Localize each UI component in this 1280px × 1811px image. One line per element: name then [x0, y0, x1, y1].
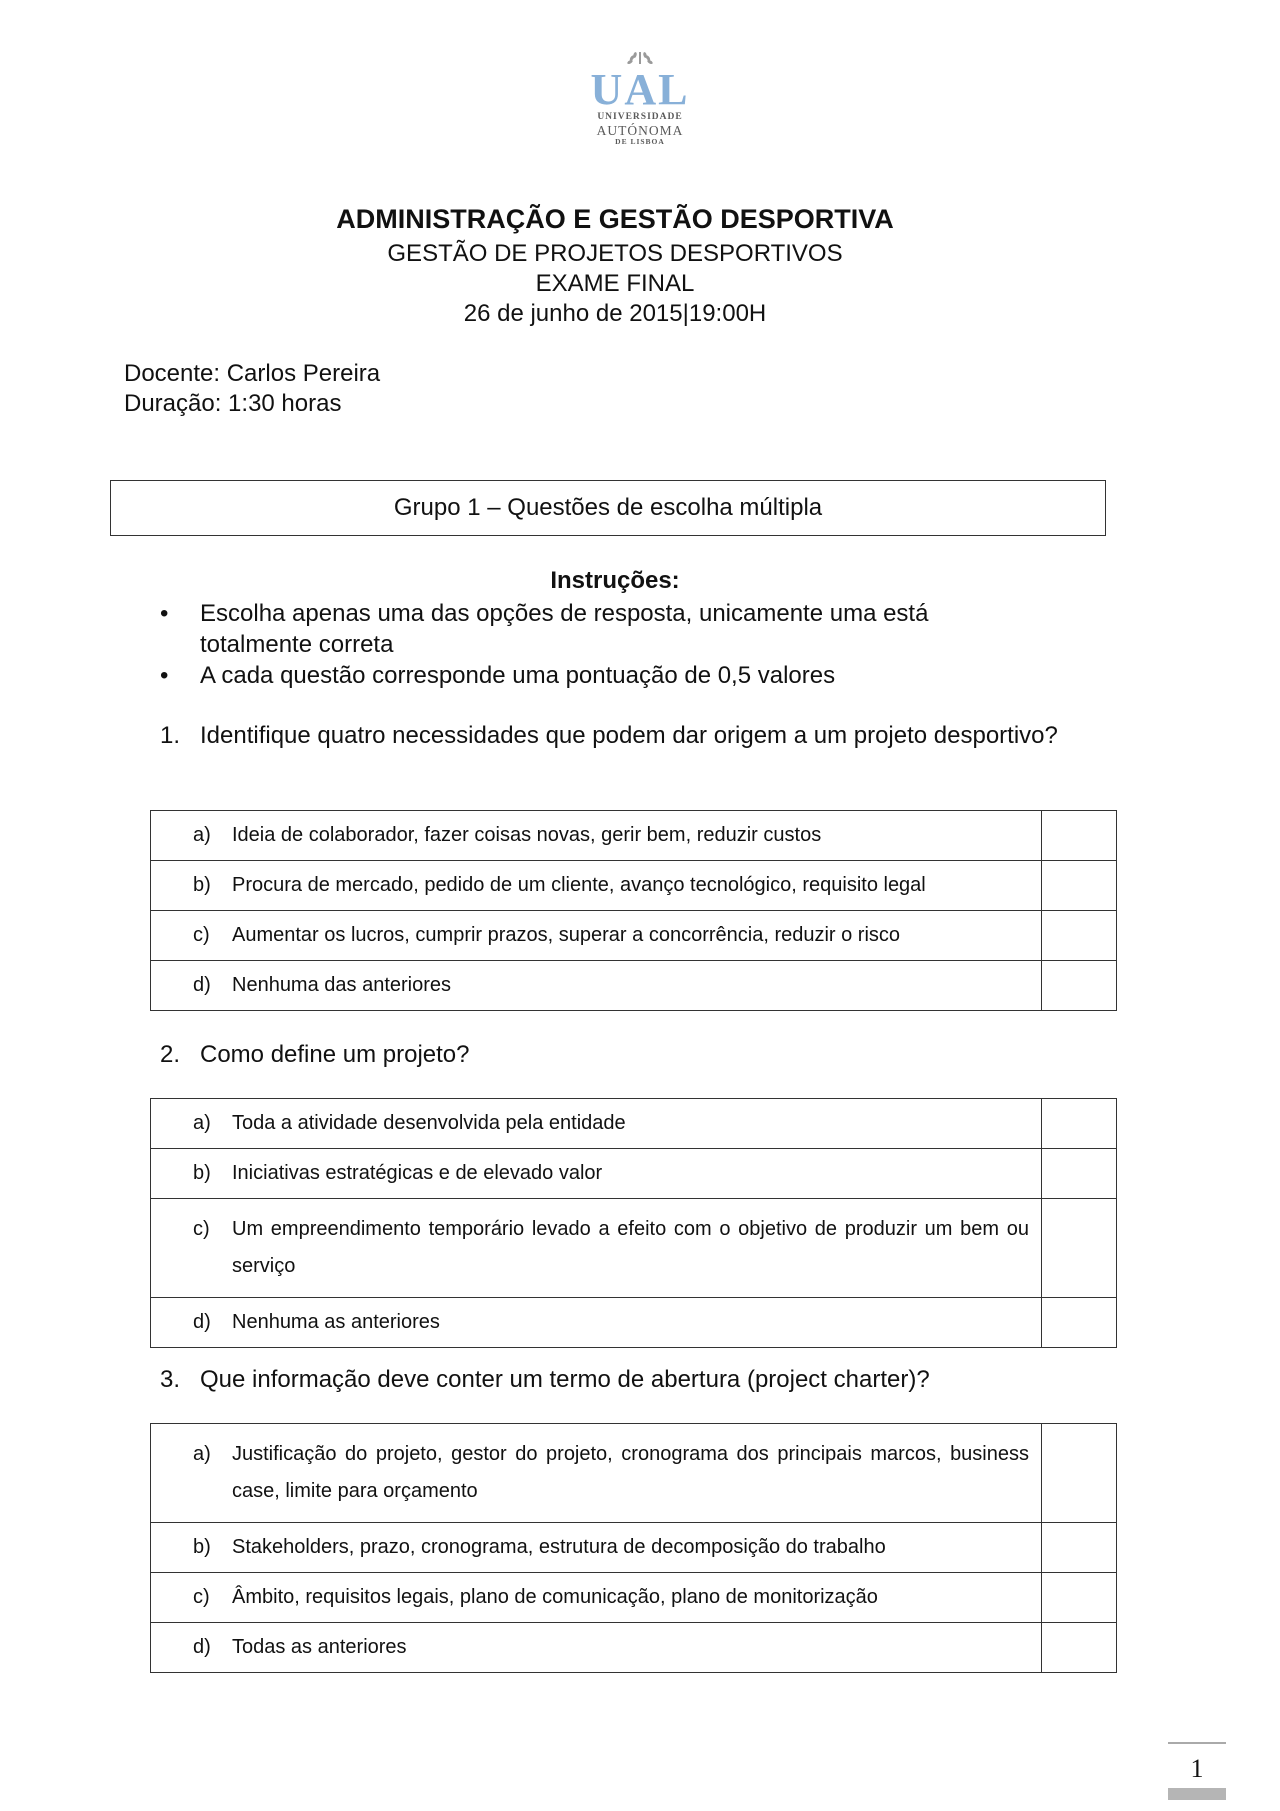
question-1 — [160, 720, 1104, 751]
question-3 — [160, 1364, 1104, 1395]
answer-box[interactable] — [1042, 1149, 1117, 1199]
option-row — [151, 1298, 1117, 1348]
subject-title: GESTÃO DE PROJETOS DESPORTIVOS — [387, 240, 843, 267]
option-row — [151, 1573, 1117, 1623]
option-letter: a) — [193, 1443, 211, 1465]
option-text: Ideia de colaborador, fazer coisas novas, gerir bem, reduzir custos — [232, 824, 822, 846]
option-letter: d) — [193, 1636, 211, 1658]
question-number: 1. — [160, 722, 181, 749]
option-text: Âmbito, requisitos legais, plano de comunicação, plano de monitorização — [232, 1586, 878, 1608]
answer-box[interactable] — [1042, 1298, 1117, 1348]
answer-table-1 — [150, 810, 1117, 1011]
answer-box[interactable] — [1042, 1424, 1117, 1523]
option-letter: d) — [193, 974, 211, 996]
option-row — [151, 861, 1117, 911]
answer-box[interactable] — [1042, 1099, 1117, 1149]
answer-box[interactable] — [1042, 1523, 1117, 1573]
option-text: Procura de mercado, pedido de um cliente, avanço tecnológico, requisito legal — [232, 874, 926, 896]
page-number: 1 — [1190, 1754, 1204, 1783]
answer-box[interactable] — [1042, 1573, 1117, 1623]
answer-box[interactable] — [1042, 1199, 1117, 1298]
option-text: Aumentar os lucros, cumprir prazos, superar a concorrência, reduzir o risco — [232, 924, 901, 946]
option-letter: a) — [193, 824, 211, 846]
duracao: Duração: 1:30 horas — [124, 390, 342, 417]
option-letter: a) — [193, 1112, 211, 1134]
option-text: Todas as anteriores — [232, 1636, 407, 1658]
logo-line-2: AUTÓNOMA — [596, 122, 684, 138]
group-title: Grupo 1 – Questões de escolha múltipla — [393, 494, 823, 521]
instructions-title: Instruções: — [550, 567, 680, 594]
instruction-item: • Escolha apenas uma das opções de resposta, unicamente uma está totalmente correta — [160, 598, 1020, 660]
answer-box[interactable] — [1042, 1623, 1117, 1673]
option-row — [151, 1199, 1117, 1298]
exam-date: 26 de junho de 2015|19:00H — [463, 300, 767, 327]
page-number-box — [1168, 1742, 1226, 1802]
option-row — [151, 1523, 1117, 1573]
divider — [1168, 1788, 1226, 1800]
option-text: Toda a atividade desenvolvida pela entidade — [232, 1112, 626, 1134]
exam-title: EXAME FINAL — [535, 270, 695, 297]
instruction-item: • A cada questão corresponde uma pontuação de 0,5 valores — [160, 660, 1020, 691]
option-row — [151, 911, 1117, 961]
option-row — [151, 811, 1117, 861]
logo-abbr: UAL — [590, 65, 690, 114]
option-letter: b) — [193, 874, 211, 896]
question-text: Como define um projeto? — [200, 1041, 470, 1068]
option-row — [151, 1149, 1117, 1199]
question-2 — [160, 1039, 1104, 1070]
option-letter: c) — [193, 924, 210, 946]
answer-box[interactable] — [1042, 911, 1117, 961]
option-row — [151, 1099, 1117, 1149]
option-text: Nenhuma das anteriores — [232, 974, 452, 996]
question-text: Que informação deve conter um termo de abertura (project charter)? — [200, 1366, 930, 1393]
option-row — [151, 961, 1117, 1011]
option-letter: b) — [193, 1162, 211, 1184]
option-text: Nenhuma as anteriores — [232, 1311, 440, 1333]
option-letter: c) — [193, 1218, 210, 1240]
option-text: Iniciativas estratégicas e de elevado valor — [232, 1162, 603, 1184]
logo-line-3: DE LISBOA — [615, 137, 665, 147]
answer-table-2 — [150, 1098, 1117, 1348]
option-letter: c) — [193, 1586, 210, 1608]
option-row — [151, 1623, 1117, 1673]
answer-box[interactable] — [1042, 961, 1117, 1011]
answer-table-3 — [150, 1423, 1117, 1673]
option-text: Justificação do projeto, gestor do projeto, cronograma dos principais marcos, business case, limite para orçamento — [232, 1443, 1029, 1502]
docente: Docente: Carlos Pereira — [124, 360, 381, 387]
question-text: Identifique quatro necessidades que podem dar origem a um projeto desportivo? — [200, 722, 1058, 749]
answer-box[interactable] — [1042, 861, 1117, 911]
course-title: ADMINISTRAÇÃO E GESTÃO DESPORTIVA — [336, 204, 894, 234]
question-number: 2. — [160, 1041, 181, 1068]
instructions-list — [160, 598, 1020, 691]
divider — [1168, 1742, 1226, 1744]
group-heading — [110, 480, 1106, 536]
question-number: 3. — [160, 1366, 181, 1393]
option-text: Stakeholders, prazo, cronograma, estrutura de decomposição do trabalho — [232, 1536, 886, 1558]
option-letter: d) — [193, 1311, 211, 1333]
option-text: Um empreendimento temporário levado a efeito com o objetivo de produzir um bem ou serviço — [232, 1218, 1029, 1277]
option-letter: b) — [193, 1536, 211, 1558]
option-row — [151, 1424, 1117, 1523]
answer-box[interactable] — [1042, 811, 1117, 861]
logo-line-1: UNIVERSIDADE — [597, 112, 683, 122]
university-logo — [560, 50, 720, 156]
